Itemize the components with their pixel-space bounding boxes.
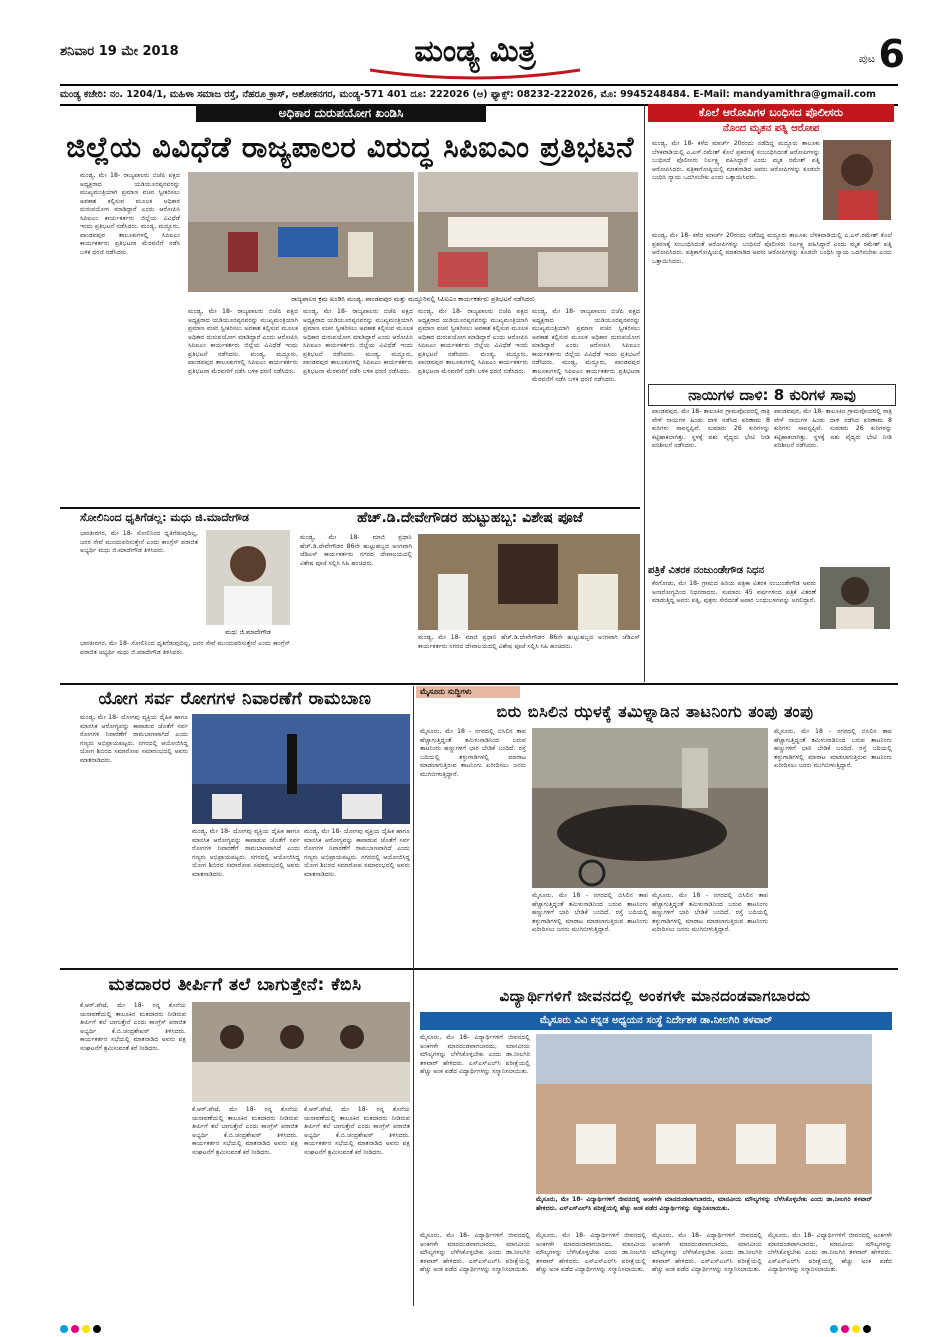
obituary-body: ಕೆರಗೋಡು, ಮೇ 18- ಗ್ರಾಮದ ಹಿರಿಯ ಪತ್ರಿಕಾ ವಿತರಕ ನಂಜುಂಡೇಗೌಡ ಅವರು ಅನಾರೋಗ್ಯದಿಂದ ನಿಧನರಾದರು. ಸುಮಾರು 45 ವರ್ಷಗಳಿಂದ ಪತ್ರಿಕೆ ವಿತರಣೆ ಮಾಡುತ್ತಿದ್ದ ಅವರು ಪತ್ನಿ, ಪುತ್ರರು ಸೇರಿದಂತೆ ಅಪಾರ ಬಂಧುಬಳಗವನ್ನು ಅಗಲಿದ್ದಾರೆ. [652,580,816,604]
kbc-body-col-3: ಕೆ.ಆರ್.ಪೇಟೆ, ಮೇ 18- ನನ್ನ ಕೊನೆಯ ಚುನಾವಣೆಯಲ್ಲಿ ತಾಲೂಕಿನ ಮತದಾರರು ನೀಡಿರುವ ತೀರ್ಪಿಗೆ ತಲೆ ಬಾಗುತ್ತೇನೆ ಎಂದು ಕಾಂಗ್ರೆಸ್ ಪರಾಜಿತ ಅಭ್ಯರ್ಥಿ ಕೆ.ಬಿ.ಚಂದ್ರಶೇಖರ್ ತಿಳಿಸಿದರು. ಕಾರ್ಯಕರ್ತರ ಸಭೆಯಲ್ಲಿ ಮಾತನಾಡಿದ ಅವರು ಪಕ್ಷ ಸಂಘಟನೆಗೆ ಶ್ರಮಿಸುವಂತೆ ಕರೆ ನೀಡಿದರು. [304,1106,410,1156]
puja-photo-icon [418,534,640,630]
sheep-headline: ನಾಯಿಗಳ ದಾಳಿ: 8 ಕುರಿಗಳ ಸಾವು [688,386,856,404]
madhu-body-col-1: ಭಾರತೀನಗರ, ಮೇ 18- ಸೋಲಿನಿಂದ ಧೃತಿಗೆಡುವುದಿಲ್ಲ, ಜನರ ಸೇವೆ ಮುಂದುವರಿಸುತ್ತೇನೆ ಎಂದು ಕಾಂಗ್ರೆಸ್ ಪರಾಜಿತ ಅಭ್ಯರ್ಥಿ ಮಧು ಜಿ.ಮಾದೇಗೌಡ ತಿಳಿಸಿದರು. [80,530,198,554]
students-body-col-3: ಮೈಸೂರು, ಮೇ 18- ವಿದ್ಯಾರ್ಥಿಗಳಿಗೆ ಜೀವನದಲ್ಲಿ ಅಂಕಗಳೇ ಮಾನದಂಡವಾಗಬಾರದು, ಮಾನವೀಯ ಮೌಲ್ಯಗಳನ್ನು ಬೆಳೆಸಿಕೊಳ್ಳಬೇಕು ಎಂದು ಡಾ.ನೀಲಗಿರಿ ತಳವಾರ್ ಹೇಳಿದರು. ಎಸ್ಎಸ್ಎಲ್‌ಸಿ ಪರೀಕ್ಷೆಯಲ್ಲಿ ಹೆಚ್ಚು ಅಂಕ ಪಡೆದ ವಿದ್ಯಾರ್ಥಿಗಳನ್ನು ಸನ್ಮಾನಿಸಲಾಯಿತು. [536,1232,646,1273]
protest-photo-icon [188,172,414,292]
masthead-date: ಶನಿವಾರ 19 ಮೇ 2018 [60,44,179,59]
students-body-col-1: ಮೈಸೂರು, ಮೇ 18- ವಿದ್ಯಾರ್ಥಿಗಳಿಗೆ ಜೀವನದಲ್ಲಿ ಅಂಕಗಳೇ ಮಾನದಂಡವಾಗಬಾರದು, ಮಾನವೀಯ ಮೌಲ್ಯಗಳನ್ನು ಬೆಳೆಸಿಕೊಳ್ಳಬೇಕು ಎಂದು ಡಾ.ನೀಲಗಿರಿ ತಳವಾರ್ ಹೇಳಿದರು. ಎಸ್ಎಸ್ಎಲ್‌ಸಿ ಪರೀಕ್ಷೆಯಲ್ಲಿ ಹೆಚ್ಚು ಅಂಕ ಪಡೆದ ವಿದ್ಯಾರ್ಥಿಗಳನ್ನು ಸನ್ಮಾನಿಸಲಾಯಿತು. [420,1034,530,1075]
kbc-body-col-2: ಕೆ.ಆರ್.ಪೇಟೆ, ಮೇ 18- ನನ್ನ ಕೊನೆಯ ಚುನಾವಣೆಯಲ್ಲಿ ತಾಲೂಕಿನ ಮತದಾರರು ನೀಡಿರುವ ತೀರ್ಪಿಗೆ ತಲೆ ಬಾಗುತ್ತೇನೆ ಎಂದು ಕಾಂಗ್ರೆಸ್ ಪರಾಜಿತ ಅಭ್ಯರ್ಥಿ ಕೆ.ಬಿ.ಚಂದ್ರಶೇಖರ್ ತಿಳಿಸಿದರು. ಕಾರ್ಯಕರ್ತರ ಸಭೆಯಲ್ಲಿ ಮಾತನಾಡಿದ ಅವರು ಪಕ್ಷ ಸಂಘಟನೆಗೆ ಶ್ರಮಿಸುವಂತೆ ಕರೆ ನೀಡಿದರು. [192,1106,298,1156]
students-body-col-2: ಮೈಸೂರು, ಮೇ 18- ವಿದ್ಯಾರ್ಥಿಗಳಿಗೆ ಜೀವನದಲ್ಲಿ ಅಂಕಗಳೇ ಮಾನದಂಡವಾಗಬಾರದು, ಮಾನವೀಯ ಮೌಲ್ಯಗಳನ್ನು ಬೆಳೆಸಿಕೊಳ್ಳಬೇಕು ಎಂದು ಡಾ.ನೀಲಗಿರಿ ತಳವಾರ್ ಹೇಳಿದರು. ಎಸ್ಎಸ್ಎಲ್‌ಸಿ ಪರೀಕ್ಷೆಯಲ್ಲಿ ಹೆಚ್ಚು ಅಂಕ ಪಡೆದ ವಿದ್ಯಾರ್ಥಿಗಳನ್ನು ಸನ್ಮಾನಿಸಲಾಯಿತು. [420,1232,530,1273]
police-kicker: ಕೊಲೆ ಆರೋಪಿಗಳ ಬಂಧಿಸದ ಪೊಲೀಸರು [648,104,894,122]
lead-photo-1 [188,172,414,292]
man-portrait-icon [820,567,890,629]
page-number: 6 [878,32,905,76]
lead-body-col-4: ಮಂಡ್ಯ, ಮೇ 18- ರಾಜ್ಯಪಾಲರು ಬಿಜೆಪಿ ಪಕ್ಷದ ಅಧ್ಯಕ್ಷರಾದ ಯಡಿಯೂರಪ್ಪನವರನ್ನು ಮುಖ್ಯಮಂತ್ರಿಯಾಗಿ ಪ್ರಮಾಣ ವಚನ ಸ್ವೀಕರಿಸಲು ಅವಕಾಶ ಕಲ್ಪಿಸುವ ಮೂಲಕ ಅಧಿಕಾರ ದುರುಪಯೋಗ ಮಾಡಿದ್ದಾರೆ ಎಂದು ಆರೋಪಿಸಿ ಸಿಪಿಐಎಂ ಕಾರ್ಯಕರ್ತರು ಜಿಲ್ಲೆಯ ವಿವಿಧೆಡೆ ಇಂದು ಪ್ರತಿಭಟನೆ ನಡೆಸಿದರು. ಮಂಡ್ಯ, ಮದ್ದೂರು, ಪಾಂಡವಪುರ ತಾಲೂಕುಗಳಲ್ಲಿ ಸಿಪಿಐಎಂ ಕಾರ್ಯಕರ್ತರು ಪ್ರತಿಭಟನಾ ಮೆರವಣಿಗೆ ನಡೆಸಿ ಬಳಿಕ ಧರಣಿ ನಡೆಸಿದರು. [418,308,528,375]
madhu-photo-caption: ಮಧು ಜಿ.ಮಾದೇಗೌಡ [225,628,271,636]
police-body-top: ಮಂಡ್ಯ, ಮೇ 18- ಕಳೆದ ಮಾರ್ಚ್ 20ರಂದು ನಡೆದಿದ್ದ ಮದ್ದೂರು ತಾಲೂಕು ಬೆಳಕವಾಡಿಯಲ್ಲಿ ಎ.ಎಸ್.ರಮೇಶ್ ಕೊಲೆ ಪ್ರಕರಣಕ್ಕೆ ಸಂಬಂಧಿಸಿದಂತೆ ಆರೋಪಿಗಳನ್ನು ಬಂಧಿಸದೆ ಪೊಲೀಸರು ನಿರ್ಲಕ್ಷ್ಯ ವಹಿಸಿದ್ದಾರೆ ಎಂದು ಮೃತ ರಮೇಶ್ ಪತ್ನಿ ಆರೋಪಿಸಿದರು. ಪತ್ರಿಕಾಗೋಷ್ಠಿಯಲ್ಲಿ ಮಾತನಾಡಿದ ಅವರು ಆರೋಪಿಗಳನ್ನು ಕೂಡಲೇ ಬಂಧಿಸಿ ನ್ಯಾಯ ಒದಗಿಸಬೇಕು ಎಂದು ಒತ್ತಾಯಿಸಿದರು. [652,140,820,181]
page-label: ಪುಟ [858,52,875,65]
students-body-col-4: ಮೈಸೂರು, ಮೇ 18- ವಿದ್ಯಾರ್ಥಿಗಳಿಗೆ ಜೀವನದಲ್ಲಿ ಅಂಕಗಳೇ ಮಾನದಂಡವಾಗಬಾರದು, ಮಾನವೀಯ ಮೌಲ್ಯಗಳನ್ನು ಬೆಳೆಸಿಕೊಳ್ಳಬೇಕು ಎಂದು ಡಾ.ನೀಲಗಿರಿ ತಳವಾರ್ ಹೇಳಿದರು. ಎಸ್ಎಸ್ಎಲ್‌ಸಿ ಪರೀಕ್ಷೆಯಲ್ಲಿ ಹೆಚ್ಚು ಅಂಕ ಪಡೆದ ವಿದ್ಯಾರ್ಥಿಗಳನ್ನು ಸನ್ಮಾನಿಸಲಾಯಿತು. [652,1232,762,1273]
yoga-body-col-2: ಮಂಡ್ಯ, ಮೇ 18- ಯೋಗವು ವ್ಯಕ್ತಿಯ ದೈಹಿಕ ಹಾಗೂ ಮಾನಸಿಕ ಆರೋಗ್ಯವನ್ನು ಕಾಪಾಡುವ ಜೊತೆಗೆ ಸರ್ವ ರೋಗಗಳ ನಿವಾರಣೆಗೆ ರಾಮಬಾಣವಾಗಿದೆ ಎಂದು ಗಣ್ಯರು ಅಭಿಪ್ರಾಯಪಟ್ಟರು. ನಗರದಲ್ಲಿ ಆಯೋಜಿಸಿದ್ದ ಯೋಗ ಶಿಬಿರದ ಸಮಾರೋಪ ಸಮಾರಂಭದಲ್ಲಿ ಅವರು ಮಾತನಾಡಿದರು. [192,828,300,878]
yoga-body-col-1: ಮಂಡ್ಯ, ಮೇ 18- ಯೋಗವು ವ್ಯಕ್ತಿಯ ದೈಹಿಕ ಹಾಗೂ ಮಾನಸಿಕ ಆರೋಗ್ಯವನ್ನು ಕಾಪಾಡುವ ಜೊತೆಗೆ ಸರ್ವ ರೋಗಗಳ ನಿವಾರಣೆಗೆ ರಾಮಬಾಣವಾಗಿದೆ ಎಂದು ಗಣ್ಯರು ಅಭಿಪ್ರಾಯಪಟ್ಟರು. ನಗರದಲ್ಲಿ ಆಯೋಜಿಸಿದ್ದ ಯೋಗ ಶಿಬಿರದ ಸಮಾರೋಪ ಸಮಾರಂಭದಲ್ಲಿ ಅವರು ಮಾತನಾಡಿದರು. [80,714,188,764]
madhu-portrait [206,530,290,625]
madhu-headline: ಸೋಲಿನಿಂದ ಧೃತಿಗೆಡಲ್ಲ: ಮಧು ಜಿ.ಮಾದೇಗೌಡ [80,511,249,524]
kbc-photo [192,1002,410,1102]
students-subhead: ಮೈಸೂರು ವಿವಿ ಕನ್ನಡ ಅಧ್ಯಯನ ಸಂಸ್ಥೆ ನಿರ್ದೇಶಕ ಡಾ.ನೀಲಗಿರಿ ತಳವಾರ್ [420,1012,892,1030]
protest-photo-icon [418,172,638,292]
lead-caption: ರಾಜ್ಯಪಾಲರ ಕ್ರಮ ಖಂಡಿಸಿ ಮಂಡ್ಯ, ಪಾಂಡವಪುರ ಮತ್ತು ಮದ್ದೂರಿನಲ್ಲಿ ಸಿಪಿಐಎಂ ಕಾರ್ಯಕರ್ತರು ಪ್ರತಿಭಟನೆ ನಡೆಸಿದರು [291,295,535,303]
hdd-headline: ಹೆಚ್.ಡಿ.ದೇವೇಗೌಡರ ಹುಟ್ಟುಹಬ್ಬ: ವಿಶೇಷ ಪೂಜೆ [357,510,583,526]
madhu-body-col-2: ಭಾರತೀನಗರ, ಮೇ 18- ಸೋಲಿನಿಂದ ಧೃತಿಗೆಡುವುದಿಲ್ಲ, ಜನರ ಸೇವೆ ಮುಂದುವರಿಸುತ್ತೇನೆ ಎಂದು ಕಾಂಗ್ರೆಸ್ ಪರಾಜಿತ ಅಭ್ಯರ್ಥಿ ಮಧು ಜಿ.ಮಾದೇಗೌಡ ತಿಳಿಸಿದರು. [80,640,290,656]
hdd-body: ಮಂಡ್ಯ, ಮೇ 18- ಮಾಜಿ ಪ್ರಧಾನಿ ಹೆಚ್.ಡಿ.ದೇವೇಗೌಡರ 86ನೇ ಹುಟ್ಟುಹಬ್ಬದ ಅಂಗವಾಗಿ ಜೆಡಿಎಸ್ ಕಾರ್ಯಕರ್ತರು ನಗರದ ದೇವಾಲಯದಲ್ಲಿ ವಿಶೇಷ ಪೂಜೆ ಸಲ್ಲಿಸಿ ಸಿಹಿ ಹಂಚಿದರು. [300,534,412,567]
students-photo [536,1034,872,1194]
yoga-stage-photo-icon [192,714,410,824]
masthead-logo [360,30,590,82]
hdd-photo [418,534,640,630]
mysuru-body-col-3: ಮೈಸೂರು, ಮೇ 18 - ನಗರದಲ್ಲಿ ಬಿಸಿಲಿನ ತಾಪ ಹೆಚ್ಚಾಗುತ್ತಿದ್ದಂತೆ ತಮಿಳುನಾಡಿನಿಂದ ಬರುವ ತಾಟನಿಂಗು ಹಣ್ಣುಗಳಿಗೆ ಭಾರಿ ಬೇಡಿಕೆ ಬಂದಿದೆ. ರಸ್ತೆ ಬದಿಯಲ್ಲಿ ತಳ್ಳುಗಾಡಿಗಳಲ್ಲಿ ಮಾರಾಟ ಮಾಡಲಾಗುತ್ತಿರುವ ತಾಟನಿಂಗು ಖರೀದಿಸಲು ಜನರು ಮುಗಿಬೀಳುತ್ತಿದ್ದಾರೆ. [652,892,768,933]
logo-text: ಮಂಡ್ಯ ಮಿತ್ರ [414,34,536,69]
lead-headline: ಜಿಲ್ಲೆಯ ವಿವಿಧೆಡೆ ರಾಜ್ಯಪಾಲರ ವಿರುದ್ಧ ಸಿಪಿಐಎಂ ಪ್ರತಿಭಟನೆ [66,130,634,164]
police-portrait [823,140,891,220]
mysuru-body-col-1: ಮೈಸೂರು, ಮೇ 18 - ನಗರದಲ್ಲಿ ಬಿಸಿಲಿನ ತಾಪ ಹೆಚ್ಚಾಗುತ್ತಿದ್ದಂತೆ ತಮಿಳುನಾಡಿನಿಂದ ಬರುವ ತಾಟನಿಂಗು ಹಣ್ಣುಗಳಿಗೆ ಭಾರಿ ಬೇಡಿಕೆ ಬಂದಿದೆ. ರಸ್ತೆ ಬದಿಯಲ್ಲಿ ತಳ್ಳುಗಾಡಿಗಳಲ್ಲಿ ಮಾರಾಟ ಮಾಡಲಾಗುತ್ತಿರುವ ತಾಟನಿಂಗು ಖರೀದಿಸಲು ಜನರು ಮುಗಿಬೀಳುತ್ತಿದ್ದಾರೆ. [420,728,526,778]
registration-marks [60,1318,104,1337]
students-caption: ಮೈಸೂರು, ಮೇ 18- ವಿದ್ಯಾರ್ಥಿಗಳಿಗೆ ಜೀವನದಲ್ಲಿ ಅಂಕಗಳೇ ಮಾನದಂಡವಾಗಬಾರದು, ಮಾನವೀಯ ಮೌಲ್ಯಗಳನ್ನು ಬೆಳೆಸಿಕೊಳ್ಳಬೇಕು ಎಂದು ಡಾ.ನೀಲಗಿರಿ ತಳವಾರ್ ಹೇಳಿದರು. ಎಸ್ಎಸ್ಎಲ್‌ಸಿ ಪರೀಕ್ಷೆಯಲ್ಲಿ ಹೆಚ್ಚು ಅಂಕ ಪಡೆದ ವಿದ್ಯಾರ್ಥಿಗಳನ್ನು ಸನ್ಮಾನಿಸಲಾಯಿತು. [536,1196,872,1212]
woman-portrait-icon [823,140,891,220]
yoga-photo [192,714,410,824]
hdd-caption-body: ಮಂಡ್ಯ, ಮೇ 18- ಮಾಜಿ ಪ್ರಧಾನಿ ಹೆಚ್.ಡಿ.ದೇವೇಗೌಡರ 86ನೇ ಹುಟ್ಟುಹಬ್ಬದ ಅಂಗವಾಗಿ ಜೆಡಿಎಸ್ ಕಾರ್ಯಕರ್ತರು ನಗರದ ದೇವಾಲಯದಲ್ಲಿ ವಿಶೇಷ ಪೂಜೆ ಸಲ್ಲಿಸಿ ಸಿಹಿ ಹಂಚಿದರು. [418,634,640,650]
sheep-body-col-2: ಪಾಂಡವಪುರ, ಮೇ 18- ತಾಲೂಕಿನ ಗ್ರಾಮವೊಂದರಲ್ಲಿ ರಾತ್ರಿ ವೇಳೆ ನಾಯಿಗಳ ಹಿಂಡು ದಾಳಿ ನಡೆಸಿದ ಪರಿಣಾಮ 8 ಕುರಿಗಳು ಸಾವನ್ನಪ್ಪಿವೆ. ಸುಮಾರು 26 ಕುರಿಗಳನ್ನು ಕಟ್ಟಿಹಾಕಲಾಗಿತ್ತು. ಸ್ಥಳಕ್ಕೆ ಪಶು ವೈದ್ಯರು ಭೇಟಿ ನೀಡಿ ಪರಿಶೀಲನೆ ನಡೆಸಿದರು. [774,408,892,449]
obituary-headline: ಪತ್ರಿಕೆ ವಿತರಕ ನಂಜುಂಡೇಗೌಡ ನಿಧನ [648,565,765,576]
press-meet-photo-icon [192,1002,410,1102]
mysuru-photo [532,728,768,888]
police-body-bottom: ಮಂಡ್ಯ, ಮೇ 18- ಕಳೆದ ಮಾರ್ಚ್ 20ರಂದು ನಡೆದಿದ್ದ ಮದ್ದೂರು ತಾಲೂಕು ಬೆಳಕವಾಡಿಯಲ್ಲಿ ಎ.ಎಸ್.ರಮೇಶ್ ಕೊಲೆ ಪ್ರಕರಣಕ್ಕೆ ಸಂಬಂಧಿಸಿದಂತೆ ಆರೋಪಿಗಳನ್ನು ಬಂಧಿಸದೆ ಪೊಲೀಸರು ನಿರ್ಲಕ್ಷ್ಯ ವಹಿಸಿದ್ದಾರೆ ಎಂದು ಮೃತ ರಮೇಶ್ ಪತ್ನಿ ಆರೋಪಿಸಿದರು. ಪತ್ರಿಕಾಗೋಷ್ಠಿಯಲ್ಲಿ ಮಾತನಾಡಿದ ಅವರು ಆರೋಪಿಗಳನ್ನು ಕೂಡಲೇ ಬಂಧಿಸಿ ನ್ಯಾಯ ಒದಗಿಸಬೇಕು ಎಂದು ಒತ್ತಾಯಿಸಿದರು. [652,232,892,265]
students-body-col-5: ಮೈಸೂರು, ಮೇ 18- ವಿದ್ಯಾರ್ಥಿಗಳಿಗೆ ಜೀವನದಲ್ಲಿ ಅಂಕಗಳೇ ಮಾನದಂಡವಾಗಬಾರದು, ಮಾನವೀಯ ಮೌಲ್ಯಗಳನ್ನು ಬೆಳೆಸಿಕೊಳ್ಳಬೇಕು ಎಂದು ಡಾ.ನೀಲಗಿರಿ ತಳವಾರ್ ಹೇಳಿದರು. ಎಸ್ಎಸ್ಎಲ್‌ಸಿ ಪರೀಕ್ಷೆಯಲ್ಲಿ ಹೆಚ್ಚು ಅಂಕ ಪಡೆದ ವಿದ್ಯಾರ್ಥಿಗಳನ್ನು ಸನ್ಮಾನಿಸಲಾಯಿತು. [768,1232,892,1273]
students-group-photo-icon [536,1034,872,1194]
mysuru-body-col-4: ಮೈಸೂರು, ಮೇ 18 - ನಗರದಲ್ಲಿ ಬಿಸಿಲಿನ ತಾಪ ಹೆಚ್ಚಾಗುತ್ತಿದ್ದಂತೆ ತಮಿಳುನಾಡಿನಿಂದ ಬರುವ ತಾಟನಿಂಗು ಹಣ್ಣುಗಳಿಗೆ ಭಾರಿ ಬೇಡಿಕೆ ಬಂದಿದೆ. ರಸ್ತೆ ಬದಿಯಲ್ಲಿ ತಳ್ಳುಗಾಡಿಗಳಲ್ಲಿ ಮಾರಾಟ ಮಾಡಲಾಗುತ್ತಿರುವ ತಾಟನಿಂಗು ಖರೀದಿಸಲು ಜನರು ಮುಗಿಬೀಳುತ್ತಿದ್ದಾರೆ. [774,728,892,769]
man-portrait-icon [206,530,290,625]
sheep-body-col-1: ಪಾಂಡವಪುರ, ಮೇ 18- ತಾಲೂಕಿನ ಗ್ರಾಮವೊಂದರಲ್ಲಿ ರಾತ್ರಿ ವೇಳೆ ನಾಯಿಗಳ ಹಿಂಡು ದಾಳಿ ನಡೆಸಿದ ಪರಿಣಾಮ 8 ಕುರಿಗಳು ಸಾವನ್ನಪ್ಪಿವೆ. ಸುಮಾರು 26 ಕುರಿಗಳನ್ನು ಕಟ್ಟಿಹಾಕಲಾಗಿತ್ತು. ಸ್ಥಳಕ್ಕೆ ಪಶು ವೈದ್ಯರು ಭೇಟಿ ನೀಡಿ ಪರಿಶೀಲನೆ ನಡೆಸಿದರು. [652,408,770,449]
students-headline: ವಿದ್ಯಾರ್ಥಿಗಳಿಗೆ ಜೀವನದಲ್ಲಿ ಅಂಕಗಳೇ ಮಾನದಂಡವಾಗಬಾರದು [499,987,811,1005]
registration-marks-right [830,1318,874,1337]
police-headline: ನೊಂದ ಮೃತನ ಪತ್ನಿ ಆರೋಪ [722,123,820,134]
lead-photo-2 [418,172,638,292]
yoga-body-col-3: ಮಂಡ್ಯ, ಮೇ 18- ಯೋಗವು ವ್ಯಕ್ತಿಯ ದೈಹಿಕ ಹಾಗೂ ಮಾನಸಿಕ ಆರೋಗ್ಯವನ್ನು ಕಾಪಾಡುವ ಜೊತೆಗೆ ಸರ್ವ ರೋಗಗಳ ನಿವಾರಣೆಗೆ ರಾಮಬಾಣವಾಗಿದೆ ಎಂದು ಗಣ್ಯರು ಅಭಿಪ್ರಾಯಪಟ್ಟರು. ನಗರದಲ್ಲಿ ಆಯೋಜಿಸಿದ್ದ ಯೋಗ ಶಿಬಿರದ ಸಮಾರೋಪ ಸಮಾರಂಭದಲ್ಲಿ ಅವರು ಮಾತನಾಡಿದರು. [304,828,410,878]
yoga-headline: ಯೋಗ ಸರ್ವ ರೋಗಗಳ ನಿವಾರಣೆಗೆ ರಾಮಬಾಣ [98,689,372,709]
lead-body-col-2: ಮಂಡ್ಯ, ಮೇ 18- ರಾಜ್ಯಪಾಲರು ಬಿಜೆಪಿ ಪಕ್ಷದ ಅಧ್ಯಕ್ಷರಾದ ಯಡಿಯೂರಪ್ಪನವರನ್ನು ಮುಖ್ಯಮಂತ್ರಿಯಾಗಿ ಪ್ರಮಾಣ ವಚನ ಸ್ವೀಕರಿಸಲು ಅವಕಾಶ ಕಲ್ಪಿಸುವ ಮೂಲಕ ಅಧಿಕಾರ ದುರುಪಯೋಗ ಮಾಡಿದ್ದಾರೆ ಎಂದು ಆರೋಪಿಸಿ ಸಿಪಿಐಎಂ ಕಾರ್ಯಕರ್ತರು ಜಿಲ್ಲೆಯ ವಿವಿಧೆಡೆ ಇಂದು ಪ್ರತಿಭಟನೆ ನಡೆಸಿದರು. ಮಂಡ್ಯ, ಮದ್ದೂರು, ಪಾಂಡವಪುರ ತಾಲೂಕುಗಳಲ್ಲಿ ಸಿಪಿಐಎಂ ಕಾರ್ಯಕರ್ತರು ಪ್ರತಿಭಟನಾ ಮೆರವಣಿಗೆ ನಡೆಸಿ ಬಳಿಕ ಧರಣಿ ನಡೆಸಿದರು. [188,308,298,375]
lead-body-col-1: ಮಂಡ್ಯ, ಮೇ 18- ರಾಜ್ಯಪಾಲರು ಬಿಜೆಪಿ ಪಕ್ಷದ ಅಧ್ಯಕ್ಷರಾದ ಯಡಿಯೂರಪ್ಪನವರನ್ನು ಮುಖ್ಯಮಂತ್ರಿಯಾಗಿ ಪ್ರಮಾಣ ವಚನ ಸ್ವೀಕರಿಸಲು ಅವಕಾಶ ಕಲ್ಪಿಸುವ ಮೂಲಕ ಅಧಿಕಾರ ದುರುಪಯೋಗ ಮಾಡಿದ್ದಾರೆ ಎಂದು ಆರೋಪಿಸಿ ಸಿಪಿಐಎಂ ಕಾರ್ಯಕರ್ತರು ಜಿಲ್ಲೆಯ ವಿವಿಧೆಡೆ ಇಂದು ಪ್ರತಿಭಟನೆ ನಡೆಸಿದರು. ಮಂಡ್ಯ, ಮದ್ದೂರು, ಪಾಂಡವಪುರ ತಾಲೂಕುಗಳಲ್ಲಿ ಸಿಪಿಐಎಂ ಕಾರ್ಯಕರ್ತರು ಪ್ರತಿಭಟನಾ ಮೆರವಣಿಗೆ ನಡೆಸಿ ಬಳಿಕ ಧರಣಿ ನಡೆಸಿದರು. [80,172,180,256]
mysuru-section-label: ಮೈಸೂರು ಸುದ್ದಿಗಳು [416,686,520,698]
sheep-headline-box [648,384,896,406]
mysuru-body-col-2: ಮೈಸೂರು, ಮೇ 18 - ನಗರದಲ್ಲಿ ಬಿಸಿಲಿನ ತಾಪ ಹೆಚ್ಚಾಗುತ್ತಿದ್ದಂತೆ ತಮಿಳುನಾಡಿನಿಂದ ಬರುವ ತಾಟನಿಂಗು ಹಣ್ಣುಗಳಿಗೆ ಭಾರಿ ಬೇಡಿಕೆ ಬಂದಿದೆ. ರಸ್ತೆ ಬದಿಯಲ್ಲಿ ತಳ್ಳುಗಾಡಿಗಳಲ್ಲಿ ಮಾರಾಟ ಮಾಡಲಾಗುತ್ತಿರುವ ತಾಟನಿಂಗು ಖರೀದಿಸಲು ಜನರು ಮುಗಿಬೀಳುತ್ತಿದ್ದಾರೆ. [532,892,648,933]
address-line: ಮಂಡ್ಯ ಕಚೇರಿ: ನಂ. 1204/1, ಮಹಿಳಾ ಸಮಾಜ ರಸ್ತೆ, ನೆಹರೂ ಕ್ರಾಸ್, ಅಶೋಕನಗರ, ಮಂಡ್ಯ-571 401 ದೂ: 222026 (ಆ) ಫ್ಯಾಕ್ಸ್: 08232-222026, ಮೊ: 9945248484. E-Mail: mandyamithra@gmail.com [60,84,898,106]
lead-body-col-5: ಮಂಡ್ಯ, ಮೇ 18- ರಾಜ್ಯಪಾಲರು ಬಿಜೆಪಿ ಪಕ್ಷದ ಅಧ್ಯಕ್ಷರಾದ ಯಡಿಯೂರಪ್ಪನವರನ್ನು ಮುಖ್ಯಮಂತ್ರಿಯಾಗಿ ಪ್ರಮಾಣ ವಚನ ಸ್ವೀಕರಿಸಲು ಅವಕಾಶ ಕಲ್ಪಿಸುವ ಮೂಲಕ ಅಧಿಕಾರ ದುರುಪಯೋಗ ಮಾಡಿದ್ದಾರೆ ಎಂದು ಆರೋಪಿಸಿ ಸಿಪಿಐಎಂ ಕಾರ್ಯಕರ್ತರು ಜಿಲ್ಲೆಯ ವಿವಿಧೆಡೆ ಇಂದು ಪ್ರತಿಭಟನೆ ನಡೆಸಿದರು. ಮಂಡ್ಯ, ಮದ್ದೂರು, ಪಾಂಡವಪುರ ತಾಲೂಕುಗಳಲ್ಲಿ ಸಿಪಿಐಎಂ ಕಾರ್ಯಕರ್ತರು ಪ್ರತಿಭಟನಾ ಮೆರವಣಿಗೆ ನಡೆಸಿ ಬಳಿಕ ಧರಣಿ ನಡೆಸಿದರು. [532,308,640,383]
lead-kicker: ಅಧಿಕಾರ ದುರುಪಯೋಗ ಖಂಡಿಸಿ [196,104,486,122]
obituary-portrait [820,567,890,629]
fruit-cart-photo-icon [532,728,768,888]
kbc-headline: ಮತದಾರರ ತೀರ್ಪಿಗೆ ತಲೆ ಬಾಗುತ್ತೇನೆ: ಕೆಬಿಸಿ [108,975,362,995]
mysuru-headline: ಬಿರು ಬಿಸಿಲಿನ ಝಳಕ್ಕೆ ತಮಿಳ್ನಾಡಿನ ತಾಟನಿಂಗು ತಂಪು ತಂಪು [496,702,814,721]
lead-body-col-3: ಮಂಡ್ಯ, ಮೇ 18- ರಾಜ್ಯಪಾಲರು ಬಿಜೆಪಿ ಪಕ್ಷದ ಅಧ್ಯಕ್ಷರಾದ ಯಡಿಯೂರಪ್ಪನವರನ್ನು ಮುಖ್ಯಮಂತ್ರಿಯಾಗಿ ಪ್ರಮಾಣ ವಚನ ಸ್ವೀಕರಿಸಲು ಅವಕಾಶ ಕಲ್ಪಿಸುವ ಮೂಲಕ ಅಧಿಕಾರ ದುರುಪಯೋಗ ಮಾಡಿದ್ದಾರೆ ಎಂದು ಆರೋಪಿಸಿ ಸಿಪಿಐಎಂ ಕಾರ್ಯಕರ್ತರು ಜಿಲ್ಲೆಯ ವಿವಿಧೆಡೆ ಇಂದು ಪ್ರತಿಭಟನೆ ನಡೆಸಿದರು. ಮಂಡ್ಯ, ಮದ್ದೂರು, ಪಾಂಡವಪುರ ತಾಲೂಕುಗಳಲ್ಲಿ ಸಿಪಿಐಎಂ ಕಾರ್ಯಕರ್ತರು ಪ್ರತಿಭಟನಾ ಮೆರವಣಿಗೆ ನಡೆಸಿ ಬಳಿಕ ಧರಣಿ ನಡೆಸಿದರು. [303,308,413,375]
kbc-body-col-1: ಕೆ.ಆರ್.ಪೇಟೆ, ಮೇ 18- ನನ್ನ ಕೊನೆಯ ಚುನಾವಣೆಯಲ್ಲಿ ತಾಲೂಕಿನ ಮತದಾರರು ನೀಡಿರುವ ತೀರ್ಪಿಗೆ ತಲೆ ಬಾಗುತ್ತೇನೆ ಎಂದು ಕಾಂಗ್ರೆಸ್ ಪರಾಜಿತ ಅಭ್ಯರ್ಥಿ ಕೆ.ಬಿ.ಚಂದ್ರಶೇಖರ್ ತಿಳಿಸಿದರು. ಕಾರ್ಯಕರ್ತರ ಸಭೆಯಲ್ಲಿ ಮಾತನಾಡಿದ ಅವರು ಪಕ್ಷ ಸಂಘಟನೆಗೆ ಶ್ರಮಿಸುವಂತೆ ಕರೆ ನೀಡಿದರು. [80,1002,186,1052]
